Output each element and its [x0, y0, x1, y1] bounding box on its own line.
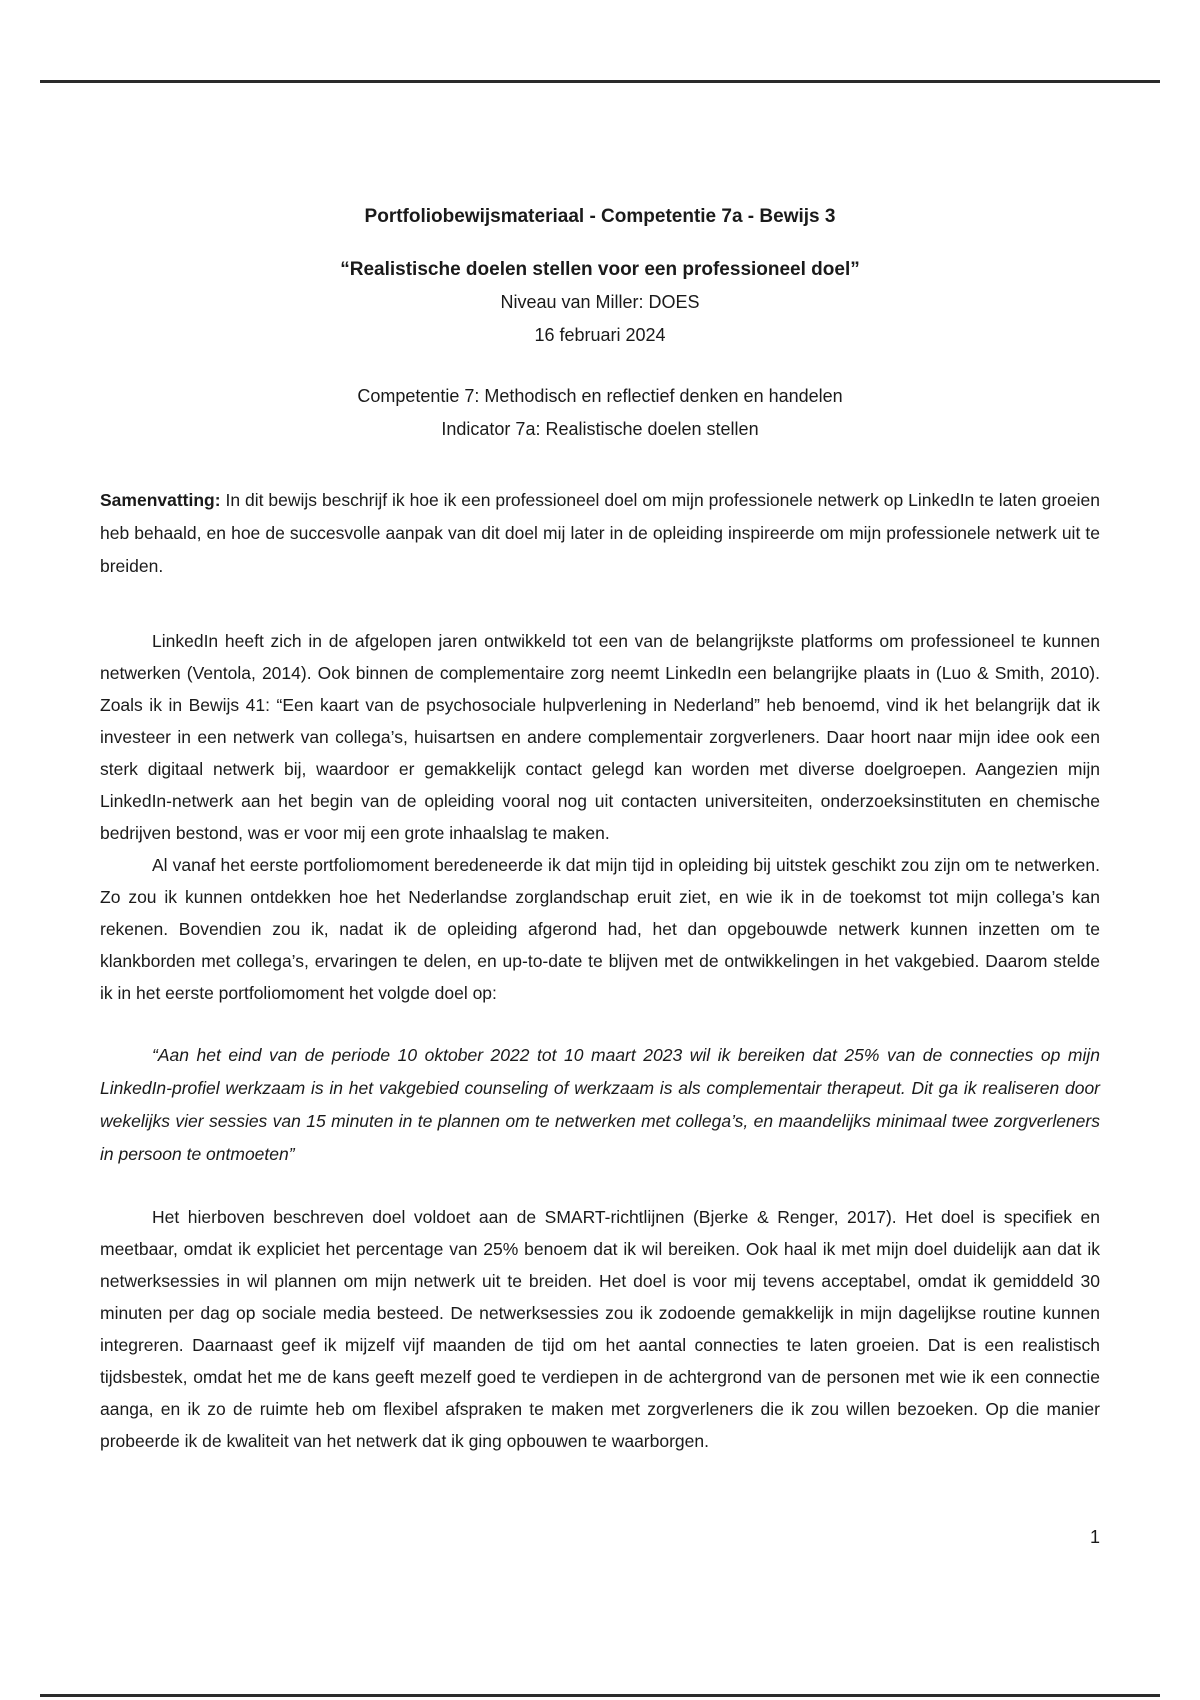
competence-line: Competentie 7: Methodisch en reflectief denken en handelen [357, 386, 843, 406]
title-block [100, 200, 1100, 446]
page-number: 1 [1089, 1527, 1100, 1547]
summary-label: Samenvatting: [100, 490, 221, 510]
body-paragraph-2: Al vanaf het eerste portfoliomoment beredeneerde ik dat mijn tijd in opleiding bij uitstek geschikt zou zijn om te netwerken. Zo zou ik kunnen ontdekken hoe het Nederlandse zorglandschap eruit ziet, en wie ik in de toekomst tot mijn collega’s kan rekenen. Bovendien zou ik, nadat ik de opleiding afgerond had, het dan opgebouwde netwerk kunnen inzetten om te klankborden met collega’s, ervaringen te delen, en up-to-date te blijven met de ontwikkelingen in het vakgebied. Daarom stelde ik in het eerste portfoliomoment het volgde doel op: [100, 855, 1100, 1003]
body-paragraph-1: LinkedIn heeft zich in de afgelopen jaren ontwikkeld tot een van de belangrijkste platforms om professioneel te kunnen netwerken (Ventola, 2014). Ook binnen de complementaire zorg neemt LinkedIn een belangrijke plaats in (Luo & Smith, 2010). Zoals ik in Bewijs 41: “Een kaart van de psychosociale hulpverlening in Nederland” heb benoemd, vind ik het belangrijk dat ik investeer in een netwerk van collega’s, huisartsen en andere complementair zorgverleners. Daar hoort naar mijn idee ook een sterk digitaal netwerk bij, waardoor er gemakkelijk contact gelegd kan worden met diverse doelgroepen. Aangezien mijn LinkedIn-netwerk aan het begin van de opleiding vooral nog uit contacten universiteiten, onderzoeksinstituten en chemische bedrijven bestond, was er voor mij een grote inhaalslag te maken. [100, 631, 1100, 843]
body-paragraph-3: Het hierboven beschreven doel voldoet aan de SMART-richtlijnen (Bjerke & Renger, 2017). Het doel is specifiek en meetbaar, omdat ik expliciet het percentage van 25% benoem dat ik wil bereiken. Ook haal ik met mijn doel duidelijk aan dat ik netwerksessies in wil plannen om mijn netwerk uit te breiden. Het doel is voor mij tevens acceptabel, omdat ik gemiddeld 30 minuten per dag op sociale media besteed. De netwerksessies zou ik zodoende gemakkelijk in mijn dagelijkse routine kunnen integreren. Daarnaast geef ik mijzelf vijf maanden de tijd om het aantal connecties te laten groeien. Dat is een realistisch tijdsbestek, omdat het me de kans geeft mezelf goed te verdiepen in de achtergrond van de personen met wie ik een connectie aanga, en ik zo de ruimte heb om flexibel afspraken te maken met zorgverleners die ik zou willen bezoeken. Op die manier probeerde ik de kwaliteit van het netwerk dat ik ging opbouwen te waarborgen. [100, 1207, 1100, 1451]
document-date: 16 februari 2024 [534, 325, 666, 345]
header-rule [40, 80, 1160, 83]
footer-rule [40, 1694, 1160, 1697]
miller-level: Niveau van Miller: DOES [500, 292, 700, 312]
competence-block [100, 380, 1100, 446]
indicator-line: Indicator 7a: Realistische doelen stellen [441, 419, 759, 439]
document-page [100, 200, 1100, 1457]
document-subtitle: “Realistische doelen stellen voor een professioneel doel” [340, 259, 860, 280]
summary [100, 484, 1100, 583]
goal-quote: “Aan het eind van de periode 10 oktober 2022 tot 10 maart 2023 wil ik bereiken dat 25% van de connecties op mijn LinkedIn-profiel werkzaam is in het vakgebied counseling of werkzaam is als complementair therapeut. Dit ga ik realiseren door wekelijks vier sessies van 15 minuten in te plannen om te netwerken met collega’s, en maandelijks minimaal twee zorgverleners in persoon te ontmoeten” [100, 1045, 1100, 1164]
summary-text: In dit bewijs beschrijf ik hoe ik een professioneel doel om mijn professionele netwerk op LinkedIn te laten groeien heb behaald, en hoe de succesvolle aanpak van dit doel mij later in de opleiding inspireerde om mijn professionele netwerk uit te breiden. [100, 490, 1100, 576]
document-title: Portfoliobewijsmateriaal - Competentie 7a - Bewijs 3 [364, 206, 836, 227]
